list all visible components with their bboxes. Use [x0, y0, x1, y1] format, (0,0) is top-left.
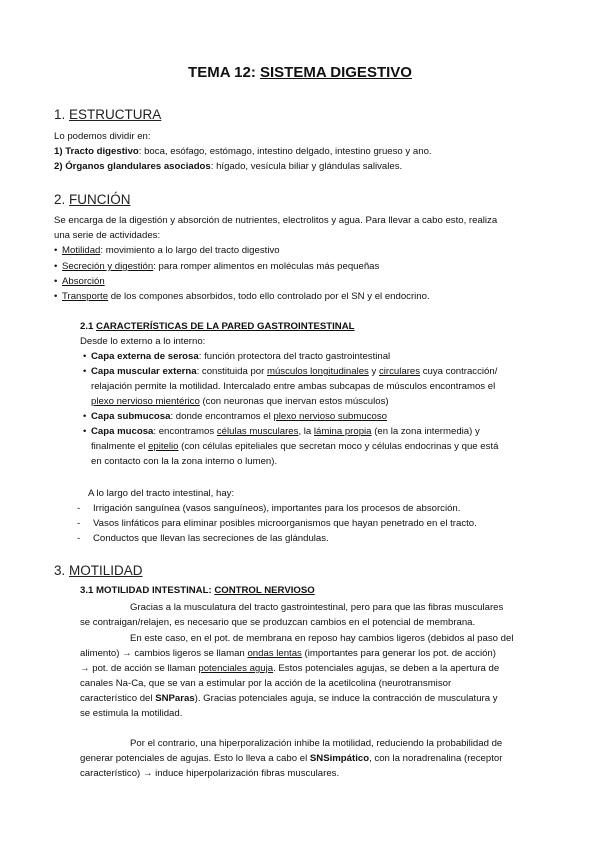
text: y: [368, 366, 379, 377]
list-item: [54, 160, 402, 173]
text: , con la noradrenalina (receptor: [369, 753, 503, 764]
term: Capa externa de serosa: [91, 351, 199, 362]
term: ondas lentas: [247, 648, 302, 659]
section-2-heading: [54, 192, 131, 207]
term: SNSimpático: [309, 753, 370, 764]
subsection-2-1-heading: [80, 320, 355, 333]
text: cuya contracción/: [420, 366, 498, 377]
section-number: 2.: [54, 192, 70, 207]
term: SNParas: [155, 693, 195, 704]
paragraph-line: se estimula la motilidad.: [80, 708, 183, 719]
text: . Estos potenciales agujas, se deben a la apertura de: [273, 663, 500, 674]
list-item: - Conductos que llevan las secreciones de las glándulas.: [93, 532, 329, 545]
text: generar potenciales de agujas. Esto lo lleva a cabo el: [80, 753, 310, 764]
term: 1) Tracto digestivo: [54, 146, 139, 157]
list-item: [91, 350, 390, 363]
text: : para romper alimentos en moléculas más pequeñas: [153, 261, 380, 272]
paragraph-line: [80, 647, 496, 660]
paragraph-line: Gracias a la musculatura del tracto gastrointestinal, pero para que las fibras musculares: [130, 602, 504, 613]
page-title: [0, 64, 600, 81]
term: Capa submucosa: [91, 411, 171, 422]
text: (importantes para generar los pot. de acción): [301, 648, 496, 659]
paragraph-line: [80, 662, 499, 675]
list-item: [62, 244, 280, 257]
text: alimento) → cambios ligeros se llaman: [80, 648, 248, 659]
text: característico del: [80, 693, 156, 704]
text: finalmente el: [91, 441, 149, 452]
paragraph: Desde lo externo a lo interno:: [80, 336, 206, 347]
term: plexo nervioso submucoso: [273, 411, 387, 422]
text: (con células epiteliales que secretan moco y células endocrinas y que está: [178, 441, 499, 452]
subsection-title: CARACTERÍSTICAS DE LA PARED GASTROINTESTINAL: [96, 321, 355, 332]
text: : hígado, vesícula biliar y glándulas salivales.: [210, 161, 403, 172]
list-item-line: [91, 395, 389, 408]
list-item: [91, 365, 497, 378]
text: : boca, esófago, estómago, intestino delgado, intestino grueso y ano.: [138, 146, 432, 157]
term: Motilidad: [62, 245, 101, 256]
paragraph-line: característico) → induce hiperpolarización fibras musculares.: [80, 768, 340, 779]
term: plexo nervioso mientérico: [91, 396, 200, 407]
list-item: - Irrigación sanguínea (vasos sanguíneos), importantes para los procesos de absorción.: [93, 502, 460, 515]
title-prefix: TEMA 12:: [188, 64, 260, 81]
subsection-title-underlined: CONTROL NERVIOSO: [214, 585, 315, 596]
subsection-3-1-heading: [80, 584, 315, 597]
paragraph-line: Por el contrario, una hiperporalización inhibe la motilidad, reduciendo la probabilidad de: [130, 738, 503, 749]
term: Secreción y digestión: [62, 261, 154, 272]
list-item-line: en contacto con la la zona interno o lumen).: [91, 456, 278, 467]
text: : donde encontramos el: [170, 411, 274, 422]
list-item: [91, 425, 480, 438]
term: lámina propia: [313, 426, 372, 437]
term: Capa mucosa: [91, 426, 154, 437]
title-main: SISTEMA DIGESTIVO: [259, 64, 412, 81]
term: Capa muscular externa: [91, 366, 197, 377]
term: circulares: [378, 366, 421, 377]
text: → pot. de acción se llaman: [80, 663, 199, 674]
text: : movimiento a lo largo del tracto digestivo: [100, 245, 280, 256]
text: de los compones absorbidos, todo ello controlado por el SN y el endocrino.: [108, 291, 430, 302]
paragraph-line: una serie de actividades:: [54, 230, 161, 241]
text: (con neuronas que inervan estos músculos): [199, 396, 389, 407]
subsection-number: 2.1: [80, 321, 97, 332]
text: , la: [298, 426, 314, 437]
section-3-heading: [54, 563, 143, 578]
term: células musculares: [216, 426, 299, 437]
section-number: 1.: [54, 107, 70, 122]
subsection-title: 3.1 MOTILIDAD INTESTINAL:: [80, 585, 215, 596]
section-title: MOTILIDAD: [69, 563, 143, 578]
list-item: [62, 260, 379, 273]
paragraph-line: Se encarga de la digestión y absorción de nutrientes, electrolitos y agua. Para llevar a cabo esto, realiza: [54, 215, 498, 226]
term: Transporte: [62, 291, 109, 302]
section-1-heading: [54, 107, 161, 122]
paragraph-line: [80, 752, 502, 765]
paragraph: Lo podemos dividir en:: [54, 131, 151, 142]
section-number: 3.: [54, 563, 70, 578]
paragraph-line: En este caso, en el pot. de membrana en reposo hay cambios ligeros (debidos al paso del: [130, 633, 514, 644]
term: 2) Órganos glandulares asociados: [54, 161, 211, 172]
list-item: - Vasos linfáticos para eliminar posibles microorganismos que hayan penetrado en el tracto.: [93, 517, 477, 530]
section-title: FUNCIÓN: [69, 192, 131, 207]
text: : encontramos: [153, 426, 217, 437]
list-item-line: relajación permite la motilidad. Intercalado entre ambas subcapas de músculos encontramos el: [91, 381, 496, 392]
term: Absorción: [62, 276, 105, 287]
term: epitelio: [148, 441, 179, 452]
paragraph: A lo largo del tracto intestinal, hay:: [88, 488, 235, 499]
list-item: [62, 275, 105, 288]
text: (en la zona intermedia) y: [371, 426, 480, 437]
list-item-line: [91, 440, 498, 453]
text: ). Gracias potenciales aguja, se induce la contracción de musculatura y: [194, 693, 498, 704]
term: potenciales aguja: [198, 663, 274, 674]
paragraph-line: [80, 692, 498, 705]
text: : constituida por: [196, 366, 267, 377]
text: : función protectora del tracto gastrointestinal: [198, 351, 391, 362]
list-item: [91, 410, 387, 423]
list-item: [62, 290, 430, 303]
paragraph-line: canales Na-Ca, que se van a estimular por la acción de la acetilcolina (neurotransmisor: [80, 678, 452, 689]
section-title: ESTRUCTURA: [69, 107, 162, 122]
list-item: [54, 145, 432, 158]
term: músculos longitudinales: [266, 366, 369, 377]
paragraph-line: se contraigan/relajen, es necesario que se produzcan cambios en el potencial de membrana.: [80, 617, 476, 628]
